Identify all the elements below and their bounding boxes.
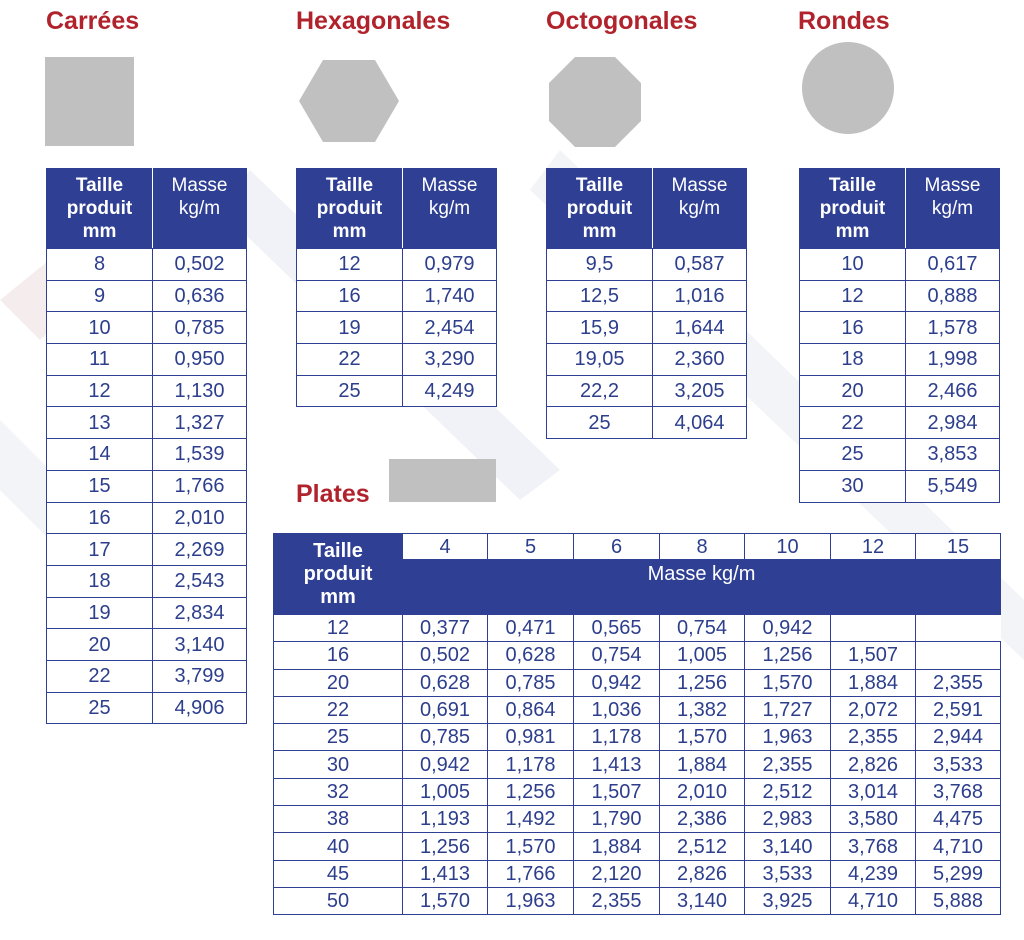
- table-row: [547, 249, 747, 281]
- mass-cell: 0,785: [488, 669, 574, 696]
- thickness-header: 10: [745, 534, 831, 560]
- mass-cell: 0,950: [153, 344, 247, 376]
- table-row: [274, 778, 1001, 805]
- mass-cell: 2,386: [660, 806, 745, 833]
- mass-cell: 1,256: [745, 642, 831, 669]
- mass-cell: 1,740: [403, 280, 497, 312]
- size-cell: 13: [47, 407, 153, 439]
- empty-cell: [831, 615, 916, 642]
- mass-cell: 4,249: [403, 375, 497, 407]
- mass-cell: 2,543: [153, 565, 247, 597]
- mass-cell: 1,570: [488, 833, 574, 860]
- thickness-header: 5: [488, 534, 574, 560]
- mass-cell: 1,884: [660, 751, 745, 778]
- table-row: [297, 280, 497, 312]
- table-row: [47, 280, 247, 312]
- mass-cell: 1,578: [906, 312, 1000, 344]
- mass-cell: 2,466: [906, 375, 1000, 407]
- table-row: [47, 692, 247, 724]
- table-row: [47, 312, 247, 344]
- empty-cell: [916, 615, 1001, 642]
- table-row: [47, 597, 247, 629]
- mass-cell: 1,766: [488, 860, 574, 887]
- mass-cell: 0,502: [403, 642, 488, 669]
- table-row: [800, 407, 1000, 439]
- mass-cell: 0,628: [488, 642, 574, 669]
- size-cell: 50: [274, 887, 403, 914]
- table-row: [47, 534, 247, 566]
- mass-cell: 1,005: [660, 642, 745, 669]
- size-cell: 18: [800, 344, 906, 376]
- mass-cell: 1,570: [660, 724, 745, 751]
- mass-cell: 1,998: [906, 344, 1000, 376]
- table-row: [274, 751, 1001, 778]
- mass-cell: 1,256: [403, 833, 488, 860]
- mass-cell: 1,413: [574, 751, 660, 778]
- size-cell: 9,5: [547, 249, 653, 281]
- size-cell: 16: [274, 642, 403, 669]
- size-cell: 14: [47, 439, 153, 471]
- mass-cell: 1,492: [488, 806, 574, 833]
- table-row: [547, 375, 747, 407]
- table-row: [800, 312, 1000, 344]
- size-cell: 12: [274, 615, 403, 642]
- mass-cell: 0,979: [403, 249, 497, 281]
- size-cell: 15: [47, 470, 153, 502]
- table-row: [274, 806, 1001, 833]
- table-carrees: [46, 168, 247, 724]
- mass-cell: 2,010: [153, 502, 247, 534]
- header-size: Taille produit mm: [297, 169, 403, 249]
- table-row: [274, 669, 1001, 696]
- mass-cell: 2,355: [745, 751, 831, 778]
- mass-cell: 0,785: [403, 724, 488, 751]
- header-size: Taille produit mm: [274, 534, 403, 615]
- mass-cell: 1,963: [488, 887, 574, 914]
- thickness-header: 12: [831, 534, 916, 560]
- mass-cell: 2,355: [831, 724, 916, 751]
- mass-cell: 2,834: [153, 597, 247, 629]
- table-row: [547, 312, 747, 344]
- table-row: [547, 407, 747, 439]
- table-row: [274, 615, 1001, 642]
- mass-cell: 3,799: [153, 660, 247, 692]
- table-row: [47, 375, 247, 407]
- size-cell: 22,2: [547, 375, 653, 407]
- table-rondes: [799, 168, 1000, 503]
- mass-cell: 1,570: [745, 669, 831, 696]
- header-mass: Masse kg/m: [403, 169, 497, 249]
- mass-cell: 4,475: [916, 806, 1001, 833]
- mass-cell: 1,884: [574, 833, 660, 860]
- mass-cell: 2,512: [660, 833, 745, 860]
- table-row: [800, 280, 1000, 312]
- header-mass: Masse kg/m: [153, 169, 247, 249]
- size-cell: 12: [297, 249, 403, 281]
- table-row: [800, 439, 1000, 471]
- table-row: [47, 502, 247, 534]
- mass-cell: 0,471: [488, 615, 574, 642]
- mass-cell: 1,016: [653, 280, 747, 312]
- size-cell: 30: [800, 470, 906, 502]
- mass-cell: 0,377: [403, 615, 488, 642]
- table-row: [47, 565, 247, 597]
- size-cell: 30: [274, 751, 403, 778]
- mass-cell: 4,239: [831, 860, 916, 887]
- table-row: [274, 642, 1001, 669]
- size-cell: 18: [47, 565, 153, 597]
- mass-cell: 0,754: [574, 642, 660, 669]
- mass-cell: 1,005: [403, 778, 488, 805]
- table-row: [47, 407, 247, 439]
- mass-cell: 1,884: [831, 669, 916, 696]
- size-cell: 12: [800, 280, 906, 312]
- size-cell: 20: [800, 375, 906, 407]
- table-row: [47, 660, 247, 692]
- mass-cell: 2,269: [153, 534, 247, 566]
- size-cell: 8: [47, 249, 153, 281]
- size-cell: 10: [47, 312, 153, 344]
- mass-cell: 1,130: [153, 375, 247, 407]
- mass-cell: 2,591: [916, 696, 1001, 723]
- table-row: [800, 375, 1000, 407]
- mass-cell: 2,826: [660, 860, 745, 887]
- mass-cell: 2,944: [916, 724, 1001, 751]
- mass-cell: 4,710: [831, 887, 916, 914]
- mass-cell: 1,193: [403, 806, 488, 833]
- size-cell: 38: [274, 806, 403, 833]
- mass-cell: 1,507: [831, 642, 916, 669]
- table-hexagonales: [296, 168, 497, 407]
- size-cell: 45: [274, 860, 403, 887]
- mass-cell: 0,691: [403, 696, 488, 723]
- mass-cell: 1,766: [153, 470, 247, 502]
- table-row: [800, 249, 1000, 281]
- mass-cell: 4,906: [153, 692, 247, 724]
- mass-cell: 2,983: [745, 806, 831, 833]
- mass-cell: 3,768: [831, 833, 916, 860]
- mass-cell: 1,178: [574, 724, 660, 751]
- mass-cell: 1,539: [153, 439, 247, 471]
- thickness-header: 15: [916, 534, 1001, 560]
- header-size: Taille produit mm: [547, 169, 653, 249]
- table-plates: [273, 533, 1001, 915]
- size-cell: 25: [547, 407, 653, 439]
- table-row: [547, 344, 747, 376]
- mass-cell: 1,570: [403, 887, 488, 914]
- size-cell: 12,5: [547, 280, 653, 312]
- mass-cell: 2,360: [653, 344, 747, 376]
- size-cell: 11: [47, 344, 153, 376]
- mass-cell: 1,963: [745, 724, 831, 751]
- size-cell: 25: [800, 439, 906, 471]
- mass-cell: 4,064: [653, 407, 747, 439]
- table-row: [547, 280, 747, 312]
- mass-cell: 1,413: [403, 860, 488, 887]
- mass-cell: 5,549: [906, 470, 1000, 502]
- table-row: [297, 375, 497, 407]
- table-row: [47, 629, 247, 661]
- mass-cell: 1,507: [574, 778, 660, 805]
- table-row: [274, 860, 1001, 887]
- header-size: Taille produit mm: [47, 169, 153, 249]
- mass-cell: 3,533: [916, 751, 1001, 778]
- mass-cell: 5,888: [916, 887, 1001, 914]
- flat-bar-shape-icon: [388, 458, 498, 504]
- mass-header: Masse kg/m: [403, 560, 1001, 615]
- mass-cell: 3,140: [153, 629, 247, 661]
- size-cell: 19: [47, 597, 153, 629]
- mass-cell: 3,140: [745, 833, 831, 860]
- header-mass: Masse kg/m: [906, 169, 1000, 249]
- mass-cell: 2,512: [745, 778, 831, 805]
- thickness-header: 6: [574, 534, 660, 560]
- mass-cell: 1,327: [153, 407, 247, 439]
- section-title-plates: Plates: [296, 480, 370, 508]
- mass-cell: 2,355: [574, 887, 660, 914]
- size-cell: 12: [47, 375, 153, 407]
- mass-cell: 0,864: [488, 696, 574, 723]
- table-row: [297, 249, 497, 281]
- mass-cell: 1,644: [653, 312, 747, 344]
- table-row: [47, 470, 247, 502]
- table-row: [47, 439, 247, 471]
- table-row: [800, 344, 1000, 376]
- table-row: [297, 344, 497, 376]
- mass-cell: 1,036: [574, 696, 660, 723]
- mass-cell: 0,942: [745, 615, 831, 642]
- size-cell: 22: [297, 344, 403, 376]
- mass-cell: 1,256: [660, 669, 745, 696]
- size-cell: 17: [47, 534, 153, 566]
- size-cell: 40: [274, 833, 403, 860]
- mass-cell: 3,014: [831, 778, 916, 805]
- mass-cell: 0,587: [653, 249, 747, 281]
- empty-cell: [916, 642, 1001, 669]
- size-cell: 25: [47, 692, 153, 724]
- mass-cell: 2,355: [916, 669, 1001, 696]
- size-cell: 22: [274, 696, 403, 723]
- hexagon-shape-icon: [297, 58, 401, 144]
- table-octogonales: [546, 168, 747, 439]
- mass-cell: 0,888: [906, 280, 1000, 312]
- mass-cell: 3,925: [745, 887, 831, 914]
- size-cell: 10: [800, 249, 906, 281]
- mass-cell: 3,140: [660, 887, 745, 914]
- table-row: [47, 344, 247, 376]
- table-row: [274, 833, 1001, 860]
- header-size: Taille produit mm: [800, 169, 906, 249]
- size-cell: 20: [274, 669, 403, 696]
- mass-cell: 5,299: [916, 860, 1001, 887]
- mass-cell: 1,382: [660, 696, 745, 723]
- mass-cell: 2,454: [403, 312, 497, 344]
- size-cell: 16: [297, 280, 403, 312]
- mass-cell: 2,984: [906, 407, 1000, 439]
- section-title-octogonales: Octogonales: [546, 7, 698, 35]
- size-cell: 9: [47, 280, 153, 312]
- mass-cell: 2,826: [831, 751, 916, 778]
- mass-cell: 0,981: [488, 724, 574, 751]
- mass-cell: 0,617: [906, 249, 1000, 281]
- mass-cell: 4,710: [916, 833, 1001, 860]
- section-title-carrees: Carrées: [46, 7, 140, 35]
- mass-cell: 1,790: [574, 806, 660, 833]
- circle-shape-icon: [800, 40, 896, 136]
- mass-cell: 2,072: [831, 696, 916, 723]
- size-cell: 32: [274, 778, 403, 805]
- mass-cell: 0,502: [153, 249, 247, 281]
- size-cell: 16: [800, 312, 906, 344]
- mass-cell: 2,010: [660, 778, 745, 805]
- thickness-header: 8: [660, 534, 745, 560]
- mass-cell: 3,768: [916, 778, 1001, 805]
- mass-cell: 0,942: [403, 751, 488, 778]
- mass-cell: 0,628: [403, 669, 488, 696]
- size-cell: 16: [47, 502, 153, 534]
- mass-cell: 0,785: [153, 312, 247, 344]
- section-title-rondes: Rondes: [798, 7, 890, 35]
- mass-cell: 2,120: [574, 860, 660, 887]
- mass-cell: 1,178: [488, 751, 574, 778]
- octagon-shape-icon: [547, 55, 643, 149]
- size-cell: 25: [274, 724, 403, 751]
- mass-cell: 3,290: [403, 344, 497, 376]
- size-cell: 19,05: [547, 344, 653, 376]
- mass-cell: 3,853: [906, 439, 1000, 471]
- mass-cell: 0,754: [660, 615, 745, 642]
- thickness-header: 4: [403, 534, 488, 560]
- table-row: [800, 470, 1000, 502]
- table-row: [274, 696, 1001, 723]
- table-row: [274, 887, 1001, 914]
- table-row: [274, 724, 1001, 751]
- mass-cell: 0,942: [574, 669, 660, 696]
- section-title-hexagonales: Hexagonales: [296, 7, 451, 35]
- mass-cell: 3,580: [831, 806, 916, 833]
- size-cell: 20: [47, 629, 153, 661]
- size-cell: 19: [297, 312, 403, 344]
- size-cell: 25: [297, 375, 403, 407]
- mass-cell: 0,636: [153, 280, 247, 312]
- square-shape-icon: [44, 56, 136, 148]
- mass-cell: 3,533: [745, 860, 831, 887]
- table-row: [297, 312, 497, 344]
- table-row: [47, 249, 247, 281]
- size-cell: 22: [47, 660, 153, 692]
- mass-cell: 1,256: [488, 778, 574, 805]
- mass-cell: 1,727: [745, 696, 831, 723]
- size-cell: 22: [800, 407, 906, 439]
- mass-cell: 3,205: [653, 375, 747, 407]
- size-cell: 15,9: [547, 312, 653, 344]
- header-mass: Masse kg/m: [653, 169, 747, 249]
- mass-cell: 0,565: [574, 615, 660, 642]
